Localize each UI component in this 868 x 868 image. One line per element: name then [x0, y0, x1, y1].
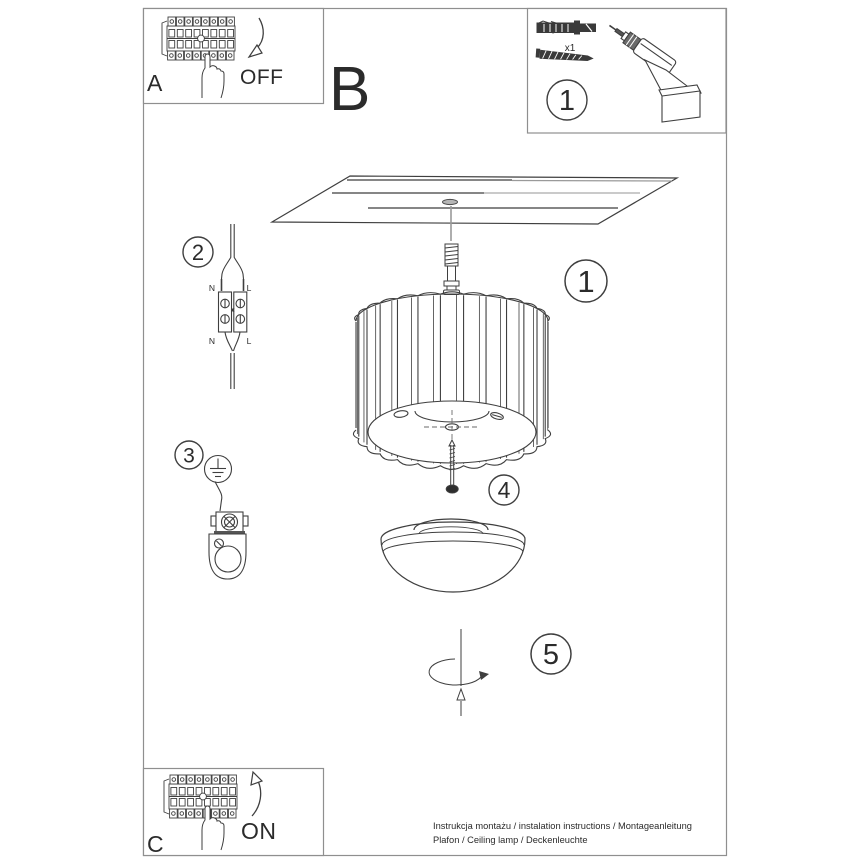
diffuser	[381, 519, 525, 592]
svg-text:1: 1	[577, 264, 595, 299]
step-3-badge	[175, 441, 203, 469]
ground-terminal	[211, 512, 248, 532]
breaker-box-off	[144, 9, 324, 104]
svg-text:3: 3	[183, 444, 195, 468]
footer-text	[433, 821, 692, 845]
step-2-badge	[183, 237, 213, 267]
svg-text:4: 4	[497, 477, 511, 503]
ceiling-hole	[443, 199, 458, 204]
grounding-diagram	[175, 441, 248, 579]
mounting-bracket	[209, 531, 246, 579]
off-label: OFF	[240, 66, 284, 89]
svg-text:5: 5	[542, 639, 560, 671]
anchor-count-label: x1	[564, 43, 576, 54]
rotation-arrow-icon	[429, 629, 489, 716]
ceiling-panel	[272, 176, 677, 241]
box-c-label: C	[147, 831, 164, 857]
box-a-label: A	[147, 70, 163, 96]
svg-text:2: 2	[191, 240, 205, 265]
ground-symbol-icon	[205, 456, 232, 483]
ground-wire	[215, 482, 222, 512]
section-label-b: B	[329, 55, 371, 124]
tools-box	[528, 9, 727, 134]
svg-text:1: 1	[558, 85, 576, 117]
step-4-badge	[489, 475, 519, 505]
terminal-block-diagram	[183, 224, 252, 389]
breaker-box-on	[144, 769, 324, 858]
label-n-bottom: N	[208, 336, 216, 346]
mounting-rod	[444, 244, 460, 295]
label-n-top: N	[208, 283, 216, 293]
footer-line-2: Plafon / Ceiling lamp / Deckenleuchte	[433, 835, 588, 845]
footer-line-1: Instrukcja montażu / instalation instructions / Montageanleitung	[433, 821, 692, 831]
step-1-badge	[565, 260, 607, 302]
label-l-top: L	[246, 283, 252, 293]
on-label: ON	[241, 818, 277, 844]
step-5-badge	[531, 634, 571, 674]
tools-step-badge	[547, 80, 587, 120]
label-l-bottom: L	[246, 336, 252, 346]
